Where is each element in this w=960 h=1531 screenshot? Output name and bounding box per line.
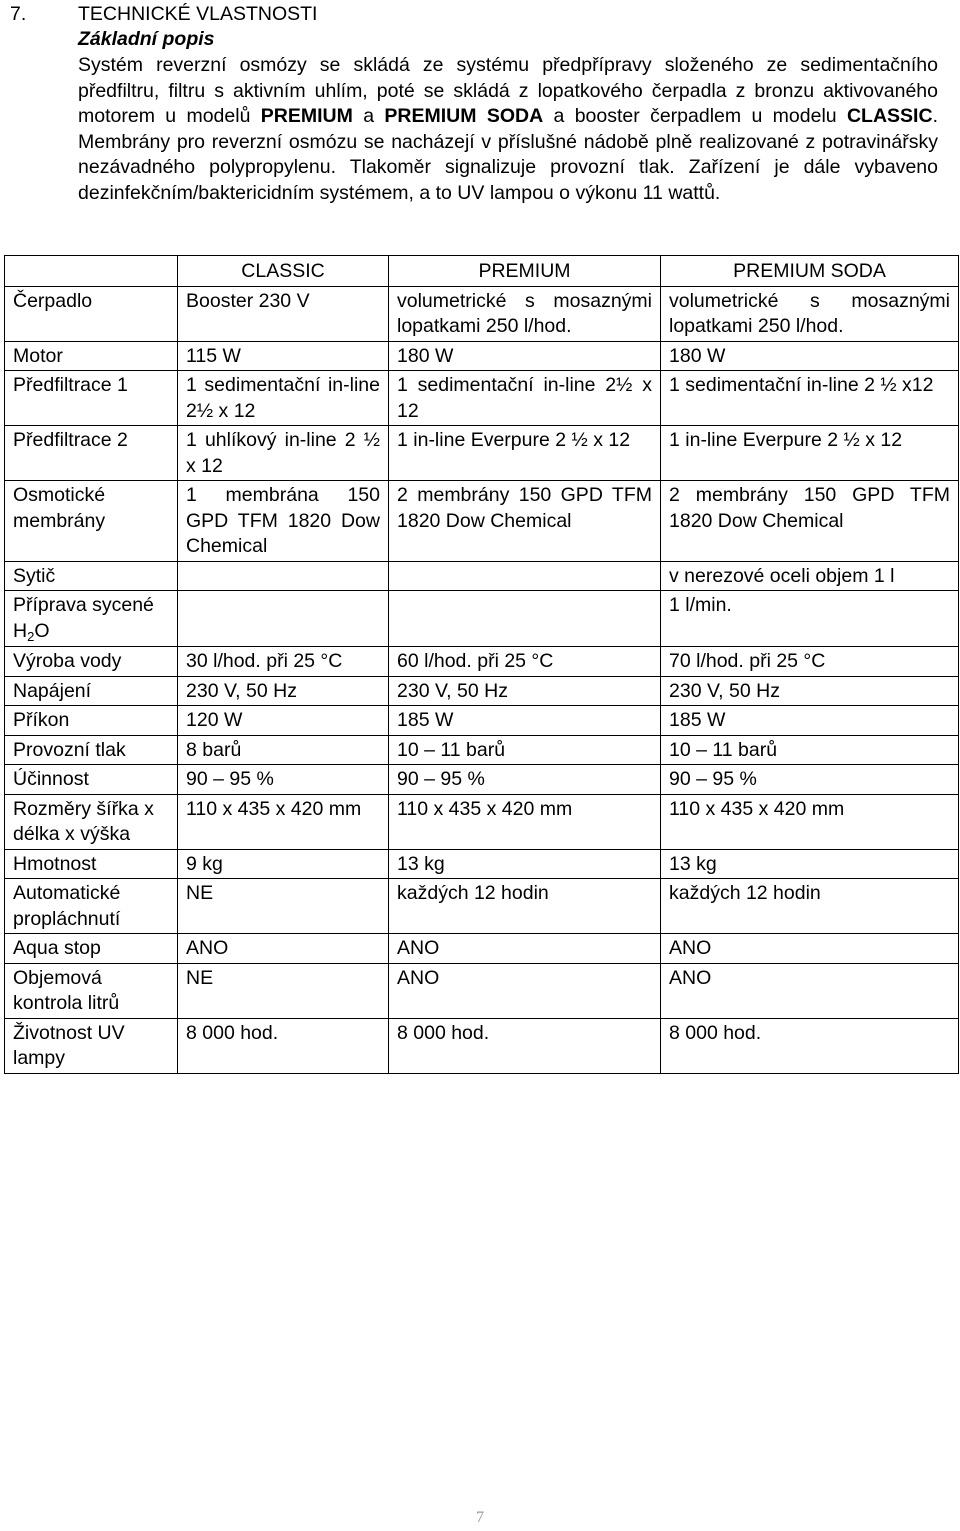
table-row <box>5 341 959 371</box>
row-label-cell <box>5 561 178 591</box>
value-cell <box>389 934 661 964</box>
cell-value: CLASSIC <box>241 260 325 282</box>
row-label-cell <box>5 591 178 647</box>
cell-value: 30 l/hod. při 25 °C <box>186 650 343 672</box>
row-label-cell <box>5 879 178 934</box>
row-label-cell <box>5 706 178 736</box>
cell-value: 230 V, 50 Hz <box>186 679 297 702</box>
cell-value: 2 membrány 150 GPD TFM 1820 Dow Chemical <box>669 484 950 532</box>
value-cell <box>661 481 959 562</box>
cell-value: 13 kg <box>669 852 717 875</box>
cell-value: 230 V, 50 Hz <box>397 679 508 702</box>
value-cell <box>661 963 959 1018</box>
value-cell <box>661 794 959 849</box>
section-heading <box>10 2 950 28</box>
value-cell <box>661 286 959 341</box>
row-label-cell <box>5 676 178 706</box>
cell-value: 185 W <box>669 709 726 731</box>
table-row <box>5 286 959 341</box>
cell-value: 110 x 435 x 420 mm <box>669 797 845 820</box>
value-cell <box>661 426 959 481</box>
row-label-cell <box>5 647 178 677</box>
row-label-cell <box>5 481 178 562</box>
cell-value: 13 kg <box>397 852 445 875</box>
cell-value: 1 in-line Everpure 2 ½ x 12 <box>669 429 903 451</box>
intro-model-premium: PREMIUM <box>260 105 353 127</box>
cell-value: Booster 230 V <box>186 289 310 312</box>
value-cell <box>178 765 389 795</box>
row-label-cell <box>5 794 178 849</box>
table-row <box>5 934 959 964</box>
value-cell <box>389 879 661 934</box>
spec-table <box>4 255 959 1074</box>
value-cell <box>661 879 959 934</box>
h2o-suffix: O <box>34 619 50 642</box>
table-row <box>5 706 959 736</box>
value-cell <box>661 765 959 795</box>
value-cell <box>661 676 959 706</box>
cell-value: 115 W <box>186 344 241 367</box>
cell-value: 1 in-line Everpure 2 ½ x 12 <box>397 429 631 451</box>
cell-value: ANO <box>669 937 712 959</box>
cell-value: NE <box>186 966 214 989</box>
value-cell <box>389 426 661 481</box>
value-cell <box>389 706 661 736</box>
cell-value: PREMIUM <box>478 260 571 282</box>
cell-value: 10 – 11 barů <box>669 738 778 761</box>
cell-value: 180 W <box>397 344 454 367</box>
cell-value: 10 – 11 barů <box>397 738 506 761</box>
table-row <box>5 963 959 1018</box>
cell-value: 1 membrána 150 GPD TFM 1820 Dow Chemical <box>186 484 380 557</box>
row-label-cell <box>5 735 178 765</box>
cell-value: 120 W <box>186 709 243 731</box>
cell-value: 1 l/min. <box>669 594 732 616</box>
row-label: Motor <box>13 344 63 367</box>
row-label-cell <box>5 341 178 371</box>
table-row <box>5 426 959 481</box>
table-row <box>5 879 959 934</box>
value-cell <box>389 286 661 341</box>
row-label: Výroba vody <box>13 650 122 672</box>
cell-value: každých 12 hodin <box>669 882 821 904</box>
value-cell <box>178 647 389 677</box>
section-title: TECHNICKÉ VLASTNOSTI <box>78 3 318 25</box>
value-cell <box>661 706 959 736</box>
value-cell <box>389 591 661 647</box>
value-cell <box>178 735 389 765</box>
cell-value: 70 l/hod. při 25 °C <box>669 650 826 672</box>
row-label-cell <box>5 286 178 341</box>
cell-value: 8 000 hod. <box>397 1021 490 1044</box>
page-number: 7 <box>476 1509 484 1526</box>
cell-value: 110 x 435 x 420 mm <box>186 797 362 820</box>
value-cell <box>178 879 389 934</box>
value-cell <box>178 481 389 562</box>
cell-value: ANO <box>397 966 440 989</box>
intro-text-1: Systém reverzní osmózy se skládá ze systému předpřípravy složeného ze sedimentačního předfiltru, filtru s aktivním uhlím, poté se skládá z lopatkového čerpadla z bronzu aktivovaného motorem u modelů <box>78 54 938 127</box>
value-cell <box>178 934 389 964</box>
value-cell <box>389 371 661 426</box>
cell-value: NE <box>186 882 214 904</box>
value-cell <box>661 849 959 879</box>
cell-value: 8 000 hod. <box>669 1021 762 1044</box>
cell-value: ANO <box>186 937 229 959</box>
row-label: Aqua stop <box>13 937 101 959</box>
value-cell <box>389 735 661 765</box>
value-cell <box>389 849 661 879</box>
cell-value: 90 – 95 % <box>669 768 757 790</box>
table-row <box>5 481 959 562</box>
row-label: Předfiltrace 2 <box>13 429 128 451</box>
intro-model-classic: CLASSIC <box>846 105 933 127</box>
cell-value: 2 membrány 150 GPD TFM 1820 Dow Chemical <box>397 484 652 532</box>
cell-value: PREMIUM SODA <box>733 260 886 282</box>
row-label-cell <box>5 765 178 795</box>
value-cell <box>389 963 661 1018</box>
cell-value: 230 V, 50 Hz <box>669 679 780 702</box>
cell-value: ANO <box>669 966 712 989</box>
cell-value: 185 W <box>397 709 454 731</box>
row-label-cell <box>5 849 178 879</box>
intro-text-4: . Membrány pro reverzní osmózu se nacházejí v příslušné nádobě plně realizované z potravinářsky nezávadného polypropylenu. Tlakoměr signalizuje provozní tlak. Zařízení je dále vybaveno dezinfekčním/baktericidním systémem, a to UV lampou o výkonu 11 wattů. <box>78 105 938 204</box>
cell-value: 90 – 95 % <box>397 768 485 790</box>
row-label: Automatické propláchnutí <box>13 882 121 930</box>
value-cell <box>178 561 389 591</box>
row-label: Napájení <box>13 679 92 702</box>
table-header-row <box>5 256 959 287</box>
cell-value: 8 000 hod. <box>186 1021 279 1044</box>
table-row <box>5 371 959 426</box>
row-label: Hmotnost <box>13 852 97 875</box>
intro-text-3: a booster čerpadlem u modelu <box>543 105 847 127</box>
cell-value: 60 l/hod. při 25 °C <box>397 650 554 672</box>
value-cell <box>389 256 661 287</box>
value-cell <box>389 341 661 371</box>
row-label: Životnost UV lampy <box>13 1021 125 1069</box>
row-label-cell <box>5 1018 178 1073</box>
value-cell <box>178 426 389 481</box>
row-label: Příprava sycené H <box>13 594 154 642</box>
value-cell <box>661 735 959 765</box>
value-cell <box>178 849 389 879</box>
row-label: Příkon <box>13 709 70 731</box>
value-cell <box>389 561 661 591</box>
value-cell <box>178 1018 389 1073</box>
table-row <box>5 1018 959 1073</box>
value-cell <box>389 647 661 677</box>
section-number: 7. <box>10 3 27 25</box>
value-cell <box>389 794 661 849</box>
cell-value: 1 sedimentační in-line 2 ½ x12 <box>669 374 934 396</box>
value-cell <box>661 341 959 371</box>
cell-value: 1 uhlíkový in-line 2 ½ x 12 <box>186 429 380 477</box>
table-row <box>5 591 959 647</box>
row-label: Rozměry šířka x délka x výška <box>13 797 154 845</box>
row-label-cell <box>5 256 178 287</box>
row-label-cell <box>5 371 178 426</box>
row-label: Provozní tlak <box>13 738 126 761</box>
value-cell <box>178 963 389 1018</box>
cell-value: ANO <box>397 937 440 959</box>
intro-text-2: a <box>352 105 385 127</box>
value-cell <box>178 706 389 736</box>
cell-value: 90 – 95 % <box>186 768 274 790</box>
intro-paragraph <box>78 53 938 206</box>
value-cell <box>389 676 661 706</box>
table-row <box>5 794 959 849</box>
value-cell <box>178 371 389 426</box>
cell-value: volumetrické s mosaznými lopatkami 250 l/hod. <box>397 289 652 337</box>
table-row <box>5 647 959 677</box>
row-label: Objemová kontrola litrů <box>13 966 120 1014</box>
cell-value: každých 12 hodin <box>397 882 549 904</box>
row-label: Čerpadlo <box>13 289 93 312</box>
value-cell <box>661 371 959 426</box>
value-cell <box>178 591 389 647</box>
cell-value: 1 sedimentační in-line 2½ x 12 <box>397 374 652 422</box>
row-label-cell <box>5 963 178 1018</box>
table-row <box>5 849 959 879</box>
cell-value: 1 sedimentační in-line 2½ x 12 <box>186 374 380 422</box>
row-label: Předfiltrace 1 <box>13 374 128 396</box>
value-cell <box>178 794 389 849</box>
value-cell <box>389 765 661 795</box>
cell-value: 9 kg <box>186 852 223 875</box>
cell-value: 8 barů <box>186 738 242 761</box>
value-cell <box>178 256 389 287</box>
row-label-cell <box>5 934 178 964</box>
value-cell <box>661 561 959 591</box>
cell-value: 110 x 435 x 420 mm <box>397 797 573 820</box>
value-cell <box>389 481 661 562</box>
row-label: Účinnost <box>13 768 89 790</box>
value-cell <box>661 256 959 287</box>
table-row <box>5 561 959 591</box>
row-label: Sytič <box>13 564 56 587</box>
cell-value: 180 W <box>669 344 726 367</box>
value-cell <box>661 1018 959 1073</box>
value-cell <box>661 591 959 647</box>
value-cell <box>178 341 389 371</box>
intro-model-premium-soda: PREMIUM SODA <box>384 105 544 127</box>
value-cell <box>661 647 959 677</box>
value-cell <box>389 1018 661 1073</box>
section-subtitle: Základní popis <box>78 28 215 50</box>
value-cell <box>661 934 959 964</box>
value-cell <box>178 676 389 706</box>
h2o-subscript: 2 <box>27 628 35 644</box>
cell-value: v nerezové oceli objem 1 l <box>669 564 895 587</box>
cell-value: volumetrické s mosaznými lopatkami 250 l/hod. <box>669 289 950 337</box>
row-label: Osmotické membrány <box>13 484 106 532</box>
value-cell <box>178 286 389 341</box>
table-row <box>5 765 959 795</box>
table-row <box>5 676 959 706</box>
table-row <box>5 735 959 765</box>
row-label-cell <box>5 426 178 481</box>
